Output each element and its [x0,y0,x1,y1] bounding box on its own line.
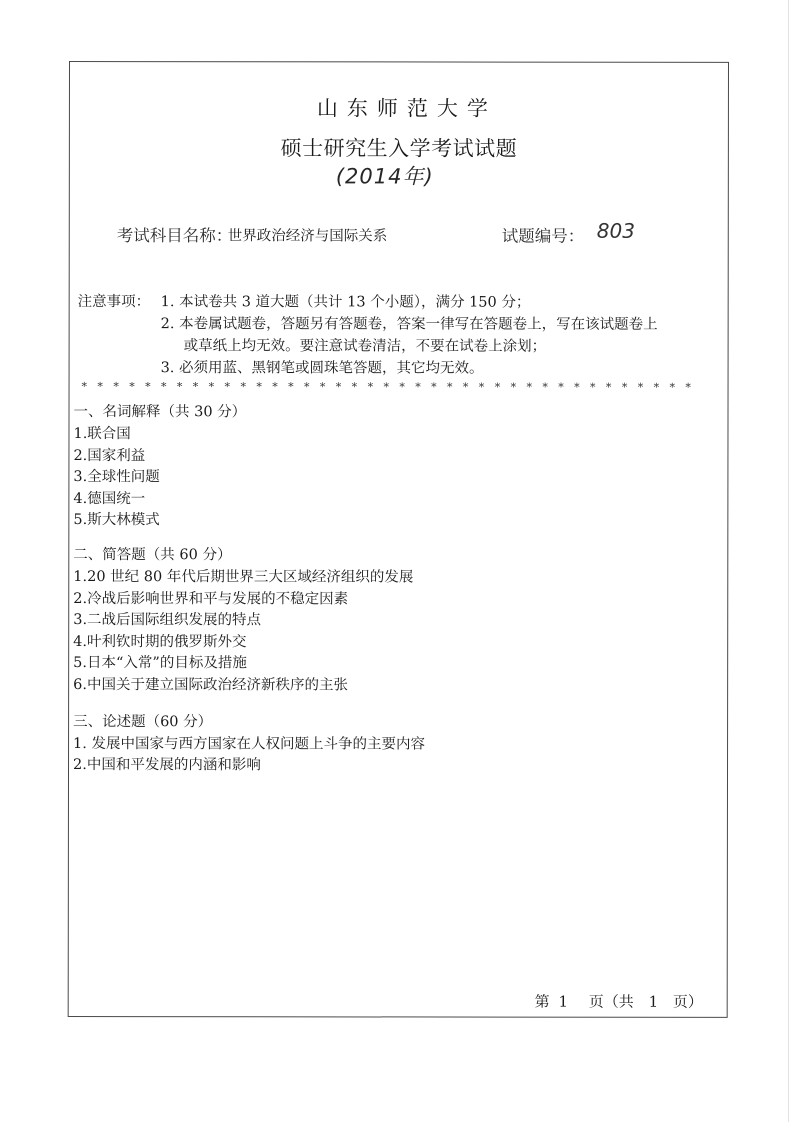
note-item: 1. 本试卷共 3 道大题（共计 13 个小题），满分 150 分； [160,294,531,311]
question-item: 2.国家利益 [73,448,146,465]
note-item-continuation: 或草纸上均无效。要注意试卷清洁，不要在试卷上涂划； [183,338,547,355]
exam-code-handwritten: 803 [596,218,635,243]
exam-paper-frame [68,61,729,1018]
note-item: 2. 本卷属试题卷，答题另有答题卷，答案一律写在答题卷上，写在该试题卷上 [160,316,658,333]
question-item: 3.二战后国际组织发展的特点 [73,612,262,629]
question-item: 1. 发展中国家与西方国家在人权问题上斗争的主要内容 [73,736,426,753]
question-item: 6.中国关于建立国际政治经济新秩序的主张 [73,677,348,694]
exam-year-handwritten: (2014年) [335,164,434,189]
note-item: 3. 必须用蓝、黑钢笔或圆珠笔答题，其它均无效。 [160,360,484,377]
question-item: 2.中国和平发展的内涵和影响 [73,757,261,774]
question-item: 3.全球性问题 [73,469,160,486]
section-title-essay: 三、论述题（60 分） [73,714,213,731]
question-item: 4.德国统一 [73,491,146,508]
page-prefix: 第 [534,992,550,1011]
page-indicator [535,991,703,1012]
subject-name: 世界政治经济与国际关系 [227,228,388,245]
question-item: 5.斯大林模式 [73,512,160,529]
page-suffix: 页） [672,992,703,1011]
scan-edge-line [788,0,789,1122]
question-item: 1.联合国 [73,426,131,443]
section-title-short-answer: 二、简答题（共 60 分） [73,547,232,564]
subject-label: 考试科目名称： [116,226,233,246]
asterisk-separator: * * * * * * * * * * * * * * * * * * * * * * * * * * * * * * * * * * * * * * * [81,380,691,394]
question-item: 4.叶利钦时期的俄罗斯外交 [73,634,247,651]
page-total: 1 [648,992,659,1011]
question-item: 2.冷战后影响世界和平与发展的不稳定因素 [73,591,349,608]
university-name: 山东师范大学 [316,96,497,121]
notes-label: 注意事项： [77,294,151,311]
section-title-terms: 一、名词解释（共 30 分） [73,404,247,421]
page-current: 1 [558,992,569,1011]
exam-title: 硕士研究生入学考试试题 [280,136,518,161]
question-item: 5.日本“入常”的目标及措施 [73,655,247,672]
page-mid: 页（共 [588,992,634,1011]
exam-code-label: 试题编号： [501,226,585,246]
question-item: 1.20 世纪 80 年代后期世界三大区域经济组织的发展 [73,569,414,586]
